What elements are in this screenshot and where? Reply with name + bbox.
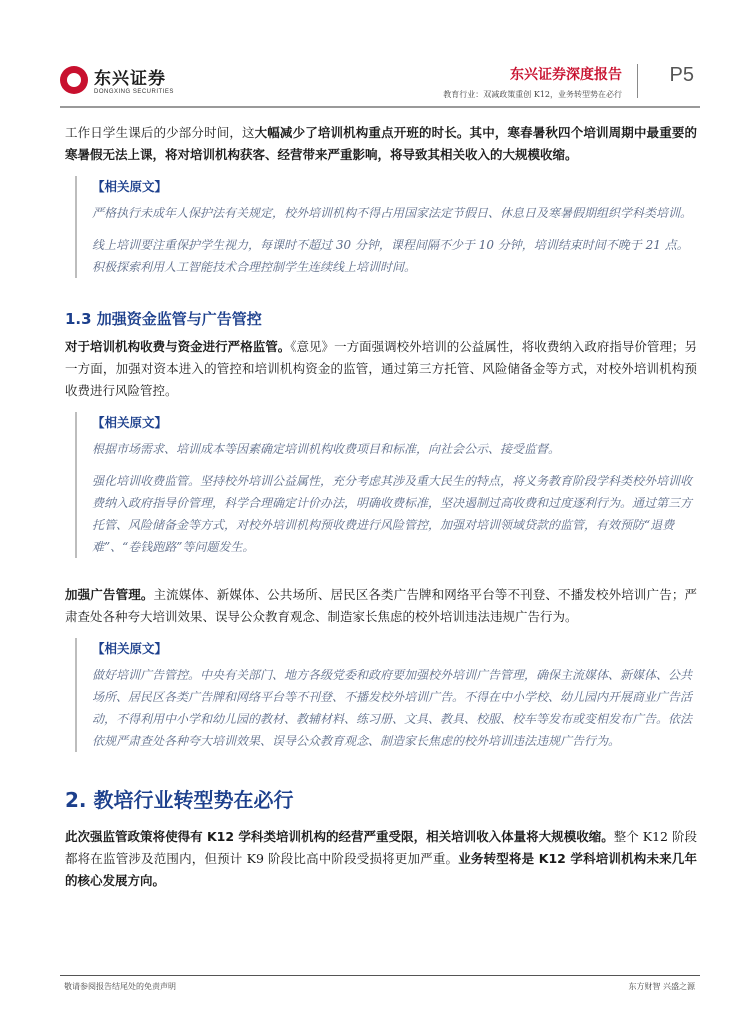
section-1-3-text: 《意见》一方面强调校外培训的公益属性，将收费纳入政府指导价管理；另一方面，加强对资本进入的管控和培训机构资金的监管，通过第三方托管、风险储备金等方式，对校外培训机构预收费进行风险管控。 [65,339,697,398]
section-2-heading: 2. 教培行业转型势在必行 [65,788,294,812]
logo-mark-icon [60,66,88,94]
section-2-bold-2: 业务转型将是 K12 学科培训机构未来几年的核心发展方向。 [65,851,697,888]
footer-slogan: 东方财智 兴盛之源 [628,982,695,991]
section-1-3-bold: 对于培训机构收费与资金进行严格监管。 [65,339,291,354]
section-2-bold-1: 此次强监管政策将使得有 K12 学科类培训机构的经营严重受限，相关培训收入体量将大规模收缩。 [65,829,614,844]
intro-text: 工作日学生课后的少部分时间，这 [65,125,255,140]
intro-paragraph [65,122,697,166]
quote-1-paragraph-1: 严格执行未成年人保护法有关规定，校外培训机构不得占用国家法定节假日、休息日及寒暑假期组织学科类培训。 [92,206,693,220]
quote-3-paragraph-1: 做好培训广告管控。中央有关部门、地方各级党委和政府要加强校外培训广告管理，确保主流媒体、新媒体、公共场所、居民区各类广告牌和网络平台等不刊登、不播发校外培训广告。不得在中小学校、幼儿园内开展商业广告活动，不得利用中小学和幼儿园的教材、教辅材料、练习册、文具、教具、校服、校车等发布或变相发布广告。依法依规严肃查处各种夸大培训效果、误导公众教育观念、制造家长焦虑的校外培训违法违规广告行为。 [92,668,693,748]
quote-heading-2: 【相关原文】 [92,415,168,430]
ad-management-bold: 加强广告管理。 [65,587,154,602]
quote-block-1 [75,176,697,278]
ad-management-paragraph [65,584,697,628]
quote-block-2 [75,412,697,558]
main-content [65,122,697,892]
quote-1-paragraph-2: 线上培训要注重保护学生视力，每课时不超过 30 分钟，课程间隔不少于 10 分钟，培训结束时间不晚于 21 点。积极探索利用人工智能技术合理控制学生连续线上培训时间。 [92,238,689,274]
page-header [60,60,700,110]
header-divider [637,64,638,98]
quote-heading-3: 【相关原文】 [92,641,168,656]
page-number: P5 [669,64,694,86]
section-1-3-paragraph [65,336,697,402]
quote-2-paragraph-1: 根据市场需求、培训成本等因素确定培训机构收费项目和标准，向社会公示、接受监督。 [92,442,561,456]
report-subtitle: 教育行业：双减政策重创 K12，业务转型势在必行 [443,90,622,99]
section-1-3-heading: 1.3 加强资金监管与广告管控 [65,310,262,328]
report-title: 东兴证券深度报告 [510,67,622,83]
logo-english-name: DONGXING SECURITIES [94,89,174,95]
header-rule [60,106,700,108]
company-logo [60,64,174,95]
section-2-text: 整个 K12 阶段都将在监管涉及范围内，但预计 K9 阶段比高中阶段受损将更加严重。 [65,829,697,866]
footer-disclaimer: 敬请参阅报告结尾处的免责声明 [64,982,176,991]
quote-2-paragraph-2: 强化培训收费监管。坚持校外培训公益属性，充分考虑其涉及重大民生的特点，将义务教育阶段学科类校外培训收费纳入政府指导价管理，科学合理确定计价办法，明确收费标准，坚决遏制过高收费和过度逐利行为。通过第三方托管、风险储备金等方式，对校外培训机构预收费进行风险管控，加强对培训领域贷款的监管，有效预防“退费难”、“卷钱跑路”等问题发生。 [92,474,693,554]
quote-heading-1: 【相关原文】 [92,179,168,194]
footer-rule [60,975,700,976]
ad-management-text: 主流媒体、新媒体、公共场所、居民区各类广告牌和网络平台等不刊登、不播发校外培训广告；严肃查处各种夸大培训效果、误导公众教育观念、制造家长焦虑的校外培训违法违规广告行为。 [65,587,697,624]
intro-bold-text: 大幅减少了培训机构重点开班的时长。其中，寒春暑秋四个培训周期中最重要的寒暑假无法上课，将对培训机构获客、经营带来严重影响，将导致其相关收入的大规模收缩。 [65,125,697,162]
section-2-paragraph [65,826,697,892]
quote-block-3 [75,638,697,752]
logo-chinese-name: 东兴证券 [94,69,166,89]
